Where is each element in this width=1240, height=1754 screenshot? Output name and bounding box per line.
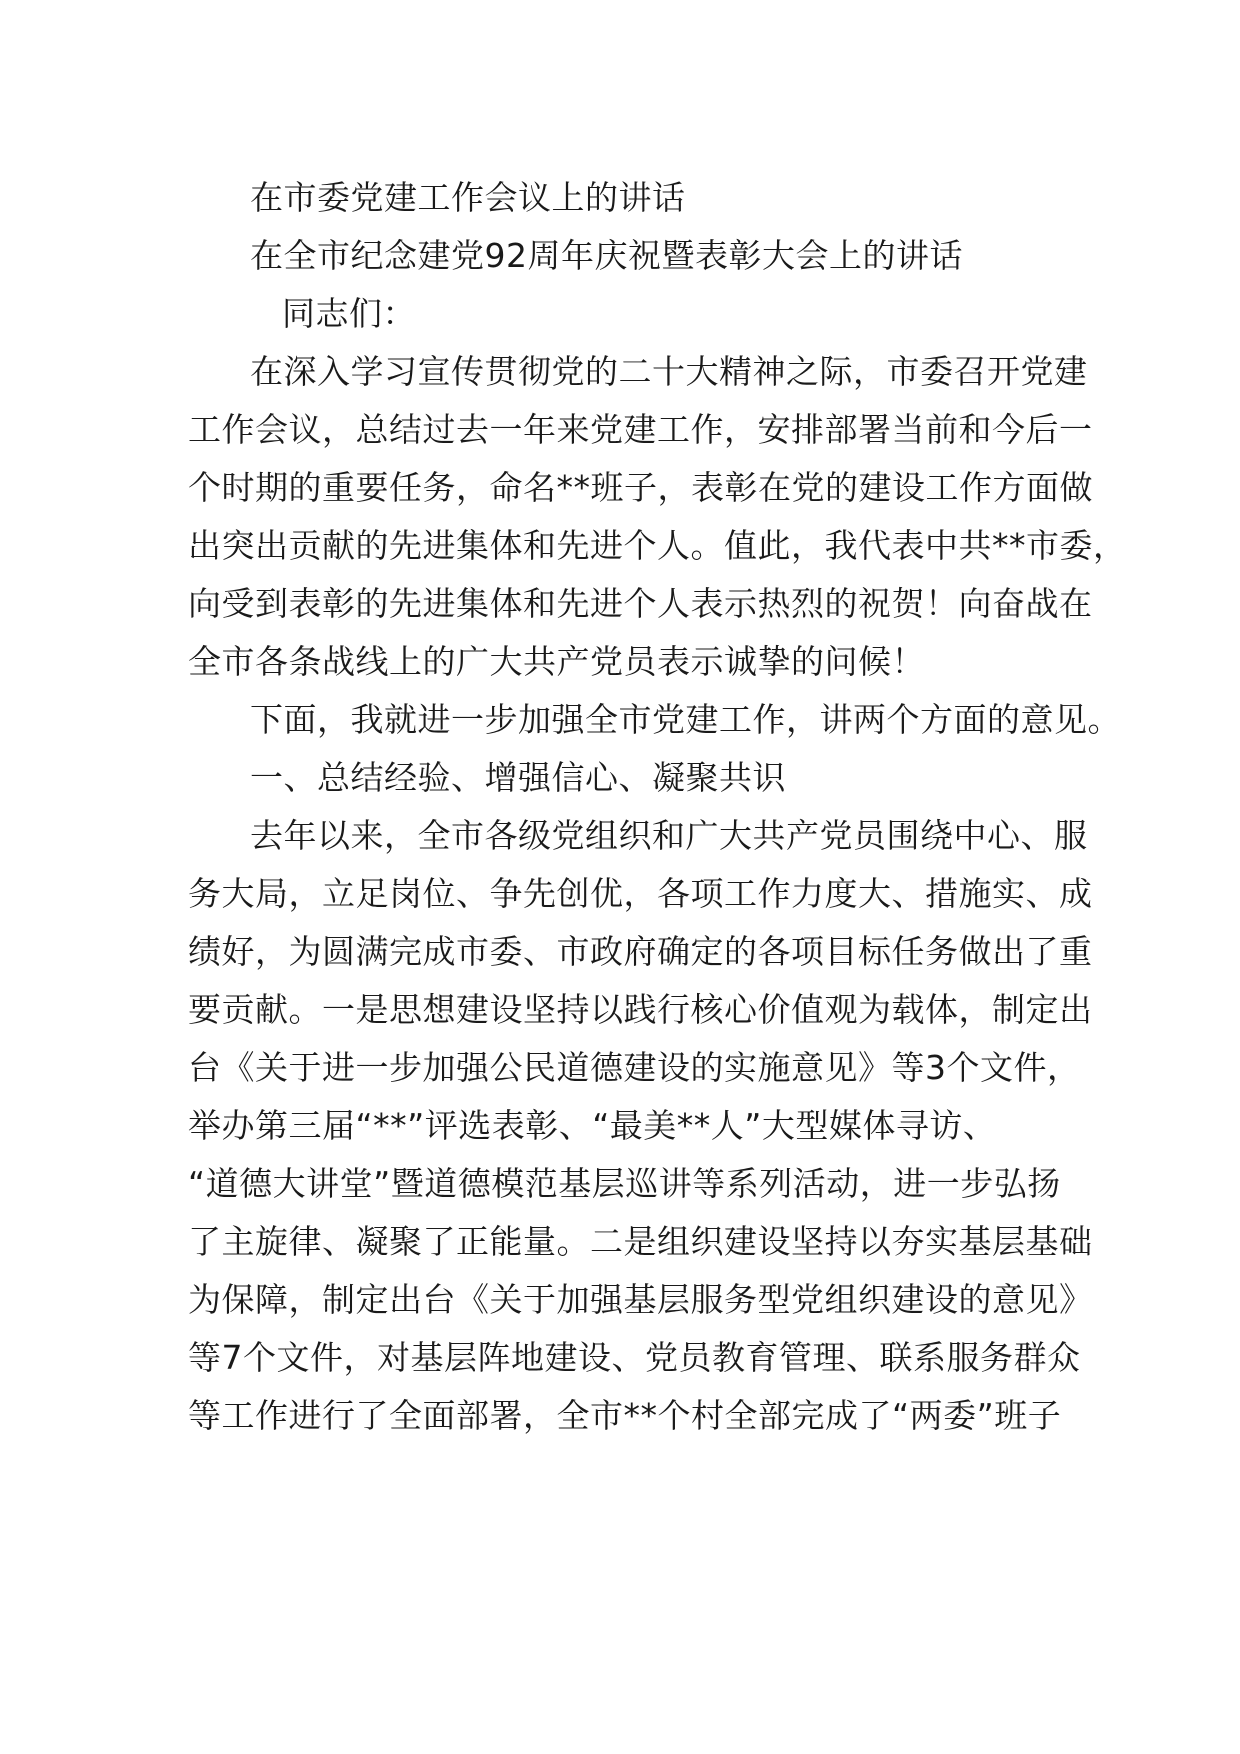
paragraph-line: 举办第三届“**”评选表彰、“最美**人”大型媒体寻访、 (188, 1106, 997, 1145)
document-title-2: 在全市纪念建党92周年庆祝暨表彰大会上的讲话 (250, 236, 963, 275)
paragraph-line: “道德大讲堂”暨道德模范基层巡讲等系列活动，进一步弘扬 (188, 1164, 1061, 1203)
paragraph-line: 务大局，立足岗位、争先创优，各项工作力度大、措施实、成 (188, 874, 1093, 913)
paragraph-line: 等工作进行了全面部署，全市**个村全部完成了“两委”班子 (188, 1396, 1062, 1435)
paragraph-line: 出突出贡献的先进集体和先进个人。值此，我代表中共**市委， (188, 526, 1127, 565)
paragraph-line: 工作会议，总结过去一年来党建工作，安排部署当前和今后一 (188, 410, 1093, 449)
paragraph-line: 台《关于进一步加强公民道德建设的实施意见》等3个文件， (188, 1048, 1081, 1087)
section-heading: 一、总结经验、增强信心、凝聚共识 (250, 758, 786, 797)
paragraph-line: 为保障，制定出台《关于加强基层服务型党组织建设的意见》 (188, 1280, 1093, 1319)
paragraph-line: 下面，我就进一步加强全市党建工作，讲两个方面的意见。 (250, 700, 1121, 739)
paragraph-line: 个时期的重要任务，命名**班子，表彰在党的建设工作方面做 (188, 468, 1093, 507)
paragraph-line: 绩好，为圆满完成市委、市政府确定的各项目标任务做出了重 (188, 932, 1093, 971)
salutation: 同志们： (282, 294, 416, 333)
paragraph-line: 去年以来，全市各级党组织和广大共产党员围绕中心、服 (250, 816, 1088, 855)
paragraph-line: 在深入学习宣传贯彻党的二十大精神之际，市委召开党建 (250, 352, 1088, 391)
paragraph-line: 要贡献。一是思想建设坚持以践行核心价值观为载体，制定出 (188, 990, 1093, 1029)
paragraph-line: 向受到表彰的先进集体和先进个人表示热烈的祝贺！向奋战在 (188, 584, 1093, 623)
paragraph-line: 全市各条战线上的广大共产党员表示诚挚的问候！ (188, 642, 925, 681)
paragraph-line: 等7个文件，对基层阵地建设、党员教育管理、联系服务群众 (188, 1338, 1081, 1377)
paragraph-line: 了主旋律、凝聚了正能量。二是组织建设坚持以夯实基层基础 (188, 1222, 1093, 1261)
document-title-1: 在市委党建工作会议上的讲话 (250, 178, 686, 217)
